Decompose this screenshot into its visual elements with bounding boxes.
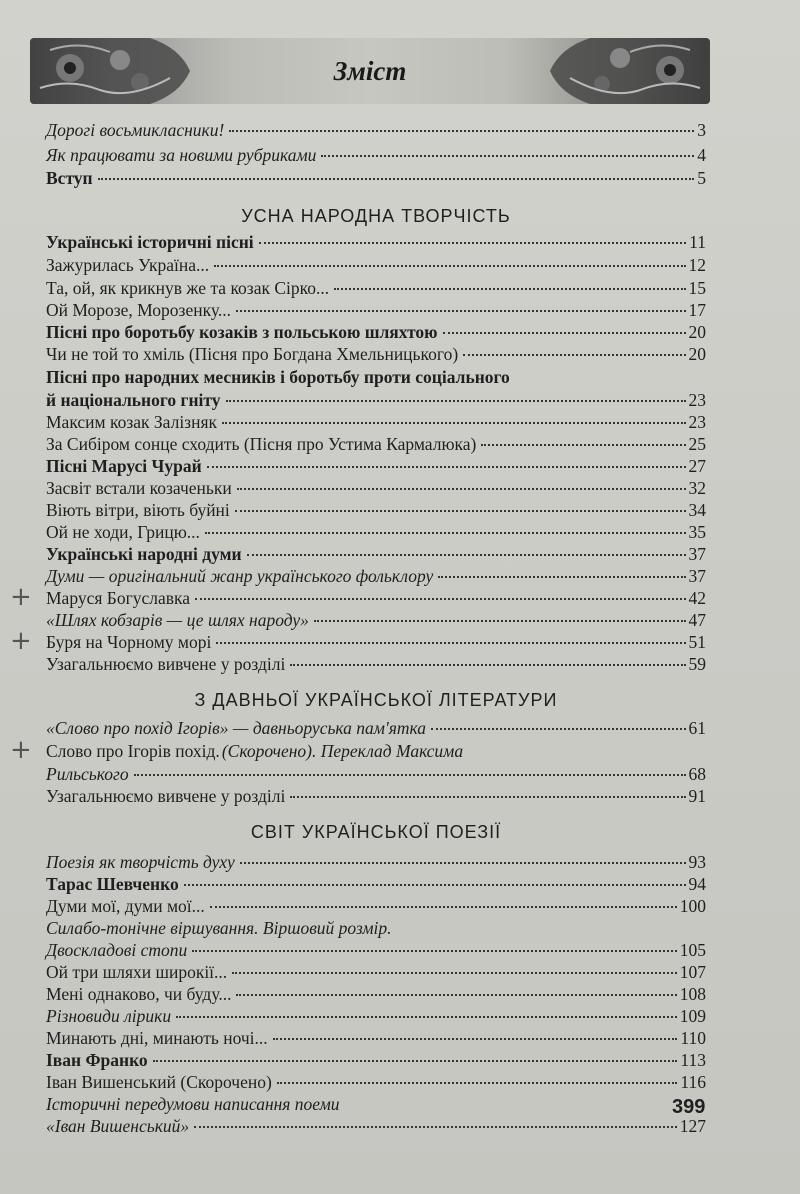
entry-title: Маруся Богуславка <box>46 588 191 608</box>
entry-title: Думи — оригінальний жанр українського фольклору <box>46 566 434 586</box>
toc-entry[interactable] <box>46 632 706 656</box>
toc-entry[interactable] <box>46 456 706 480</box>
toc-entry[interactable] <box>46 1006 706 1030</box>
entry-page: 17 <box>688 300 706 320</box>
entry-page: 37 <box>688 566 706 586</box>
entry-title: «Іван Вишенський» <box>46 1116 190 1136</box>
entry-page: 51 <box>688 632 706 652</box>
toc-entry[interactable] <box>46 1028 706 1052</box>
entry-title: Двоскладові стопи <box>46 940 188 960</box>
entry-title: Засвіт встали козаченьки <box>46 478 232 498</box>
toc-entry[interactable] <box>46 588 706 612</box>
entry-page: 12 <box>688 255 706 275</box>
entry-page: 37 <box>688 544 706 564</box>
toc-entry[interactable] <box>46 984 706 1008</box>
toc-entry[interactable] <box>46 300 706 324</box>
toc-entry[interactable] <box>46 478 706 502</box>
entry-title-part: Слово про Ігорів похід. <box>46 741 220 761</box>
entry-title: Рильського <box>46 764 129 784</box>
toc-entry[interactable] <box>46 1094 706 1118</box>
entry-page: 110 <box>680 1028 706 1048</box>
toc-entry[interactable] <box>46 255 706 279</box>
pencil-mark: + <box>10 735 32 765</box>
entry-title: Пісні про народних месників і боротьбу проти соціального <box>46 367 510 387</box>
entry-page: 107 <box>679 962 706 982</box>
entry-page: 113 <box>680 1050 706 1070</box>
entry-page: 5 <box>697 168 706 188</box>
entry-page: 27 <box>688 456 706 476</box>
entry-page: 94 <box>688 874 706 894</box>
toc-entry[interactable] <box>46 654 706 678</box>
toc-entry[interactable] <box>46 896 706 920</box>
entry-page: 59 <box>688 654 706 674</box>
entry-page: 35 <box>688 522 706 542</box>
entry-title: Буря на Чорному морі <box>46 632 212 652</box>
toc-entry[interactable] <box>46 786 706 810</box>
entry-page: 108 <box>679 984 706 1004</box>
entry-page: 32 <box>688 478 706 498</box>
entry-title: Дорогі восьмикласники! <box>46 120 225 140</box>
entry-page: 100 <box>679 896 706 916</box>
entry-title: Українські історичні пісні <box>46 232 254 252</box>
toc-entry[interactable] <box>46 566 706 590</box>
entry-page: 42 <box>688 588 706 608</box>
toc-entry[interactable] <box>46 145 706 169</box>
entry-page: 23 <box>688 390 706 410</box>
entry-page: 47 <box>688 610 706 630</box>
entry-page: 68 <box>688 764 706 784</box>
toc-entry[interactable] <box>46 168 706 192</box>
entry-title: Максим козак Залізняк <box>46 412 218 432</box>
toc-entry[interactable] <box>46 741 706 765</box>
toc-entry[interactable] <box>46 1072 706 1096</box>
entry-title: Вступ <box>46 168 93 188</box>
entry-title: Пісні Марусі Чурай <box>46 456 202 476</box>
toc-entry[interactable] <box>46 874 706 898</box>
entry-page: 116 <box>680 1072 706 1092</box>
page-number: 399 <box>672 1096 706 1118</box>
entry-title-part: (Скорочено). Переклад Максима <box>221 741 464 761</box>
entry-page: 61 <box>688 718 706 738</box>
entry-title: «Слово про похід Ігорів» — давньоруська пам'ятка <box>46 718 426 738</box>
entry-page: 20 <box>688 322 706 342</box>
entry-page: 34 <box>688 500 706 520</box>
entry-page: 93 <box>688 852 706 872</box>
pencil-mark: + <box>10 626 32 656</box>
entry-page: 20 <box>688 344 706 364</box>
entry-title: Поезія як творчість духу <box>46 852 235 872</box>
entry-title: Тарас Шевченко <box>46 874 179 894</box>
entry-page: 25 <box>688 434 706 454</box>
entry-title: Іван Вишенський (Скорочено) <box>46 1072 272 1092</box>
entry-title: Узагальнюємо вивчене у розділі <box>46 654 286 674</box>
toc-entry[interactable] <box>46 500 706 524</box>
entry-title: Пісні про боротьбу козаків з польською шляхтою <box>46 322 438 342</box>
entry-page: 23 <box>688 412 706 432</box>
toc-entry[interactable] <box>46 120 706 144</box>
entry-title: Силабо-тонічне віршування. Віршовий розмір. <box>46 918 392 938</box>
entry-title: Ой не ходи, Грицю... <box>46 522 200 542</box>
entry-page: 109 <box>679 1006 706 1026</box>
header-banner <box>30 38 710 104</box>
toc-entry[interactable] <box>46 278 706 302</box>
toc-entry[interactable] <box>46 544 706 568</box>
entry-title: За Сибіром сонце сходить (Пісня про Устима Кармалюка) <box>46 434 477 454</box>
entry-page: 11 <box>689 232 706 252</box>
toc-entry[interactable] <box>46 390 706 414</box>
entry-title: Різновиди лірики <box>46 1006 172 1026</box>
entry-title: Як працювати за новими рубриками <box>46 145 317 165</box>
toc-entry[interactable] <box>46 718 706 742</box>
entry-title: Віють вітри, віють буйні <box>46 500 230 520</box>
entry-title: Чи не той то хміль (Пісня про Богдана Хмельницького) <box>46 344 459 364</box>
entry-title: й національного гніту <box>46 390 221 410</box>
toc-entry[interactable] <box>46 232 706 256</box>
entry-title: «Шлях кобзарів — це шлях народу» <box>46 610 309 630</box>
entry-title: Та, ой, як крикнув же та козак Сірко... <box>46 278 330 298</box>
entry-page: 127 <box>679 1116 706 1136</box>
entry-page: 3 <box>697 120 706 140</box>
toc-entry[interactable] <box>46 918 706 942</box>
toc-entry[interactable] <box>46 610 706 634</box>
entry-page: 4 <box>697 145 706 165</box>
toc-entry[interactable] <box>46 764 706 788</box>
entry-title: Узагальнюємо вивчене у розділі <box>46 786 286 806</box>
entry-title: Зажурилась Україна... <box>46 255 210 275</box>
section-heading-folk: УСНА НАРОДНА ТВОРЧІСТЬ <box>241 206 511 226</box>
toc-entry[interactable] <box>46 1050 706 1074</box>
entry-title: Ой Морозе, Морозенку... <box>46 300 231 320</box>
toc-entry[interactable] <box>46 367 706 391</box>
entry-title: Минають дні, минають ночі... <box>46 1028 268 1048</box>
toc-entry[interactable] <box>46 962 706 986</box>
toc-entry[interactable] <box>46 434 706 458</box>
toc-entry[interactable] <box>46 344 706 368</box>
entry-title: Іван Франко <box>46 1050 148 1070</box>
toc-entry[interactable] <box>46 412 706 436</box>
toc-entry[interactable] <box>46 1116 706 1140</box>
entry-title: Думи мої, думи мої... <box>46 896 205 916</box>
entry-page: 105 <box>679 940 706 960</box>
toc-entry[interactable] <box>46 322 706 346</box>
toc-entry[interactable] <box>46 940 706 964</box>
section-heading-poetry: СВІТ УКРАЇНСЬКОЇ ПОЕЗІЇ <box>250 822 502 842</box>
entry-title: Ой три шляхи широкії... <box>46 962 228 982</box>
entry-title: Українські народні думи <box>46 544 242 564</box>
entry-page: 91 <box>688 786 706 806</box>
entry-title: Історичні передумови написання поеми <box>46 1094 340 1114</box>
pencil-mark: + <box>10 582 32 612</box>
entry-title: Мені однаково, чи буду... <box>46 984 232 1004</box>
entry-page: 15 <box>688 278 706 298</box>
toc-entry[interactable] <box>46 522 706 546</box>
section-heading-old-literature: З ДАВНЬОЇ УКРАЇНСЬКОЇ ЛІТЕРАТУРИ <box>194 690 558 710</box>
toc-entry[interactable] <box>46 852 706 876</box>
contents-title: Зміст <box>333 56 407 86</box>
